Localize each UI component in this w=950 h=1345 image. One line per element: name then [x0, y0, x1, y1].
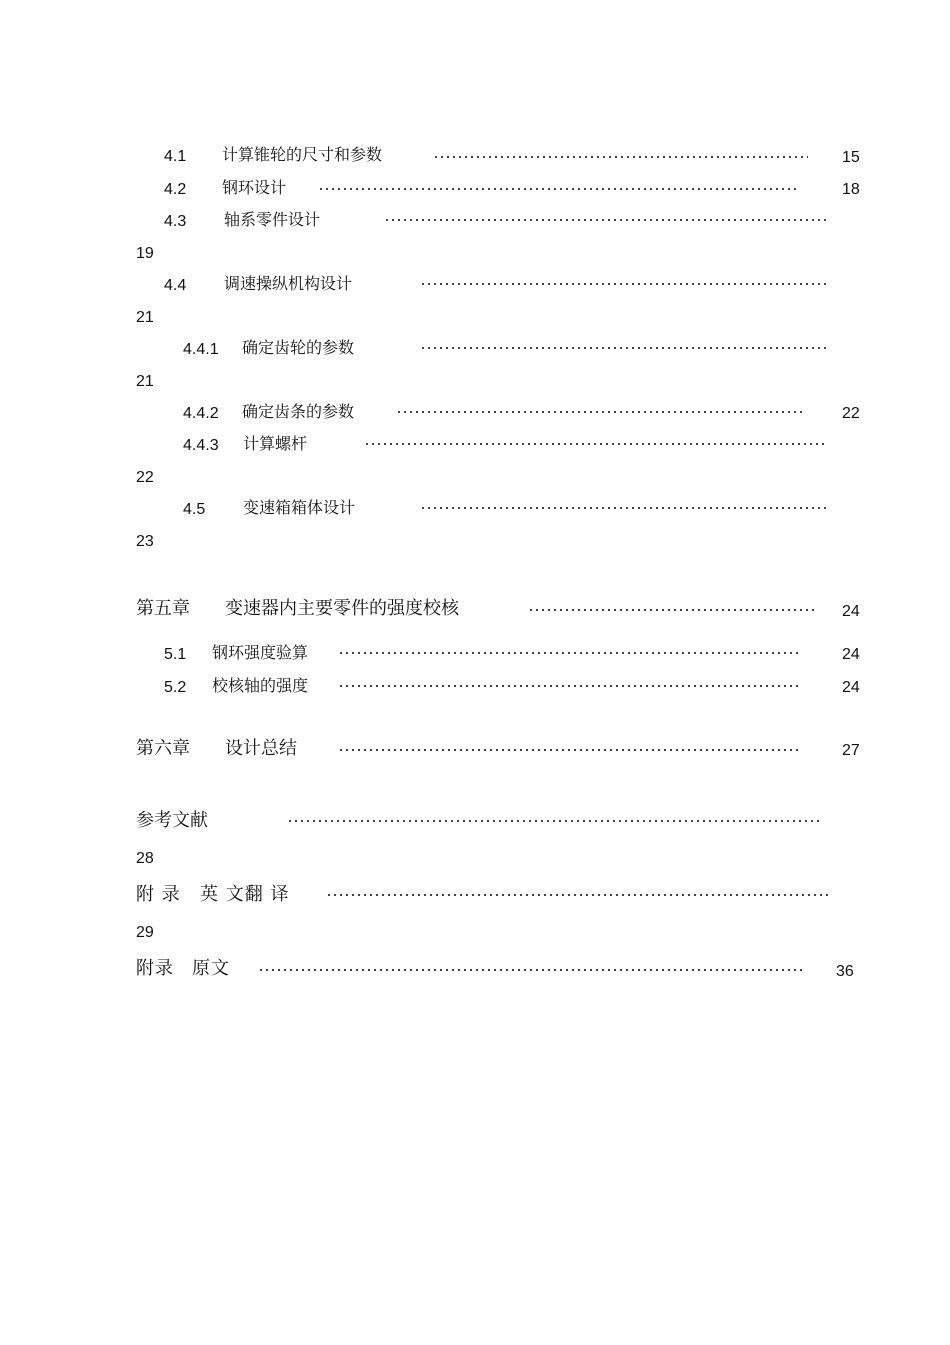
section-title: 钢环设计 — [222, 178, 287, 197]
section-title: 计算螺杆 — [243, 434, 308, 453]
page-number: 15 — [842, 149, 860, 166]
page-number: 22 — [136, 469, 154, 486]
page-number: 21 — [136, 309, 154, 326]
page-number: 21 — [136, 373, 154, 390]
section-title: 确定齿轮的参数 — [242, 338, 355, 357]
dot-leader — [420, 277, 830, 291]
dot-leader — [420, 341, 830, 355]
section-number: 5.2 — [164, 679, 187, 696]
dot-leader — [338, 743, 802, 757]
section-number: 4.4 — [164, 277, 187, 294]
chapter-title: 变速器内主要零件的强度校核 — [225, 598, 459, 619]
dot-leader — [318, 182, 800, 196]
section-title: 计算锥轮的尺寸和参数 — [222, 145, 383, 164]
appendix-label: 附 录 — [136, 884, 181, 905]
section-number: 4.5 — [183, 501, 206, 518]
section-title: 钢环强度验算 — [212, 643, 309, 662]
page-number: 36 — [836, 963, 854, 980]
dot-leader — [258, 963, 806, 977]
dot-leader — [433, 150, 808, 164]
dot-leader — [287, 814, 822, 828]
page-number: 22 — [842, 405, 860, 422]
section-number: 4.3 — [164, 213, 187, 230]
dot-leader — [338, 679, 802, 693]
section-title: 校核轴的强度 — [212, 676, 309, 695]
chapter-number: 第六章 — [136, 738, 190, 759]
chapter-title: 设计总结 — [225, 738, 297, 759]
dot-leader — [326, 888, 832, 902]
dot-leader — [338, 646, 802, 660]
appendix-label: 附录 — [136, 958, 174, 979]
page-number: 24 — [842, 603, 860, 620]
section-title: 确定齿条的参数 — [242, 402, 355, 421]
section-number: 4.4.2 — [183, 405, 219, 422]
dot-leader — [396, 405, 804, 419]
page-number: 29 — [136, 924, 154, 941]
page-number: 24 — [842, 679, 860, 696]
section-number: 5.1 — [164, 646, 187, 663]
section-number: 4.1 — [164, 148, 187, 165]
dot-leader — [528, 603, 814, 617]
page-number: 23 — [136, 533, 154, 550]
chapter-number: 第五章 — [136, 598, 190, 619]
appendix-title: 英 文翻 译 — [200, 884, 290, 905]
page-number: 24 — [842, 646, 860, 663]
section-number: 4.4.3 — [183, 437, 219, 454]
section-title: 轴系零件设计 — [224, 210, 321, 229]
page-number: 18 — [842, 181, 860, 198]
page-number: 27 — [842, 742, 860, 759]
section-title: 变速箱箱体设计 — [243, 498, 356, 517]
dot-leader — [364, 437, 828, 451]
section-number: 4.2 — [164, 181, 187, 198]
page-number: 19 — [136, 245, 154, 262]
section-title: 调速操纵机构设计 — [224, 274, 353, 293]
appendix-title: 原文 — [192, 958, 230, 979]
references-title: 参考文献 — [136, 810, 208, 831]
dot-leader — [384, 213, 830, 227]
section-number: 4.4.1 — [183, 341, 219, 358]
page-number: 28 — [136, 850, 154, 867]
dot-leader — [420, 501, 830, 515]
